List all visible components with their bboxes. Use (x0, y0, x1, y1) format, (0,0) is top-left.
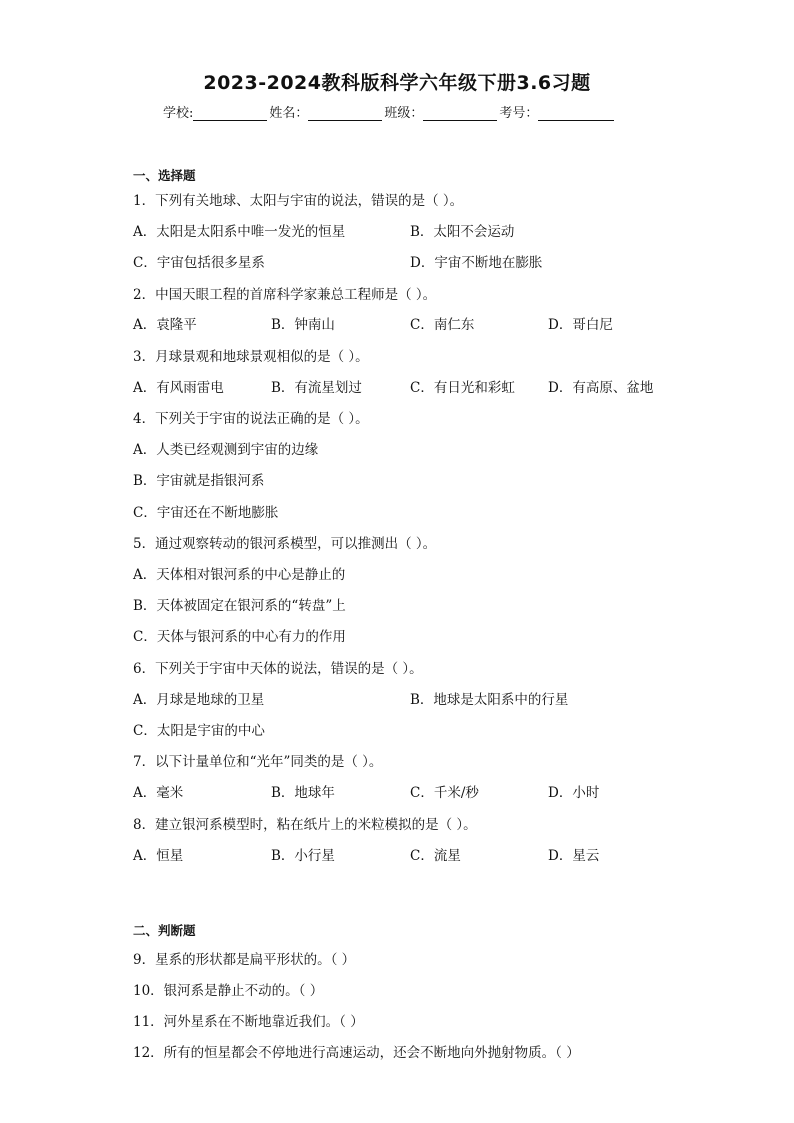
answer-option: B．太阳不会运动 (410, 224, 515, 240)
judgment-question: 11．河外星系在不断地靠近我们。（ ） (133, 1014, 364, 1030)
question-stem: 1．下列有关地球、太阳与宇宙的说法，错误的是（ ）。 (133, 193, 464, 209)
answer-option: D．哥白尼 (548, 317, 613, 333)
judgment-question: 10．银河系是静止不动的。（ ） (133, 983, 324, 999)
school-label: 学校: (163, 106, 194, 121)
answer-option: C．宇宙包括很多星系 (133, 255, 265, 271)
answer-option: A．天体相对银河系的中心是静止的 (133, 567, 346, 583)
answer-option: D．有高原、盆地 (548, 380, 654, 396)
school-field (163, 102, 269, 121)
name-field (269, 102, 384, 121)
section-heading-judgment: 二、判断题 (133, 923, 196, 938)
answer-option: A．恒星 (133, 848, 184, 864)
answer-option: A．袁隆平 (133, 317, 197, 333)
answer-option: B．地球是太阳系中的行星 (410, 692, 569, 708)
answer-option: C．太阳是宇宙的中心 (133, 723, 265, 739)
answer-option: B．宇宙就是指银河系 (133, 473, 265, 489)
answer-option: D．宇宙不断地在膨胀 (410, 255, 543, 271)
answer-option: B．地球年 (271, 785, 335, 801)
answer-option: B．有流星划过 (271, 380, 362, 396)
page-title: 2023-2024教科版科学六年级下册3.6习题 (203, 72, 591, 94)
answer-option: A．太阳是太阳系中唯一发光的恒星 (133, 224, 346, 240)
question-stem: 5．通过观察转动的银河系模型，可以推测出（ ）。 (133, 536, 437, 552)
class-label: 班级： (384, 106, 424, 121)
question-stem: 8．建立银河系模型时，粘在纸片上的米粒模拟的是（ ）。 (133, 817, 477, 833)
answer-option: C．南仁东 (410, 317, 475, 333)
answer-option: A．毫米 (133, 785, 184, 801)
answer-option: A．人类已经观测到宇宙的边缘 (133, 442, 319, 458)
question-stem: 7．以下计量单位和“光年”同类的是（ ）。 (133, 754, 383, 770)
question-stem: 2．中国天眼工程的首席科学家兼总工程师是（ ）。 (133, 287, 437, 303)
answer-option: C．天体与银河系的中心有力的作用 (133, 629, 346, 645)
student-info-row (163, 102, 616, 121)
answer-option: D．星云 (548, 848, 600, 864)
exam-number-blank[interactable] (538, 105, 614, 121)
class-field (384, 102, 499, 121)
exam-field (499, 102, 616, 121)
question-stem: 4．下列关于宇宙的说法正确的是（ ）。 (133, 411, 369, 427)
school-blank[interactable] (193, 105, 267, 121)
answer-option: B．天体被固定在银河系的“转盘”上 (133, 598, 346, 614)
answer-option: C．宇宙还在不断地膨胀 (133, 505, 279, 521)
answer-option: A．有风雨雷电 (133, 380, 224, 396)
section-heading-choice: 一、选择题 (133, 168, 196, 183)
class-blank[interactable] (423, 105, 497, 121)
judgment-question: 12．所有的恒星都会不停地进行高速运动，还会不断地向外抛射物质。（ ） (133, 1045, 580, 1061)
answer-option: C．千米/秒 (410, 785, 479, 801)
answer-option: A．月球是地球的卫星 (133, 692, 265, 708)
exam-number-label: 考号： (499, 106, 539, 121)
answer-option: B．钟南山 (271, 317, 335, 333)
answer-option: B．小行星 (271, 848, 335, 864)
judgment-question: 9．星系的形状都是扁平形状的。（ ） (133, 952, 356, 968)
question-stem: 6．下列关于宇宙中天体的说法，错误的是（ ）。 (133, 661, 423, 677)
answer-option: C．有日光和彩虹 (410, 380, 515, 396)
answer-option: C．流星 (410, 848, 461, 864)
name-blank[interactable] (308, 105, 382, 121)
name-label: 姓名： (269, 106, 309, 121)
question-stem: 3．月球景观和地球景观相似的是（ ）。 (133, 349, 369, 365)
answer-option: D．小时 (548, 785, 600, 801)
